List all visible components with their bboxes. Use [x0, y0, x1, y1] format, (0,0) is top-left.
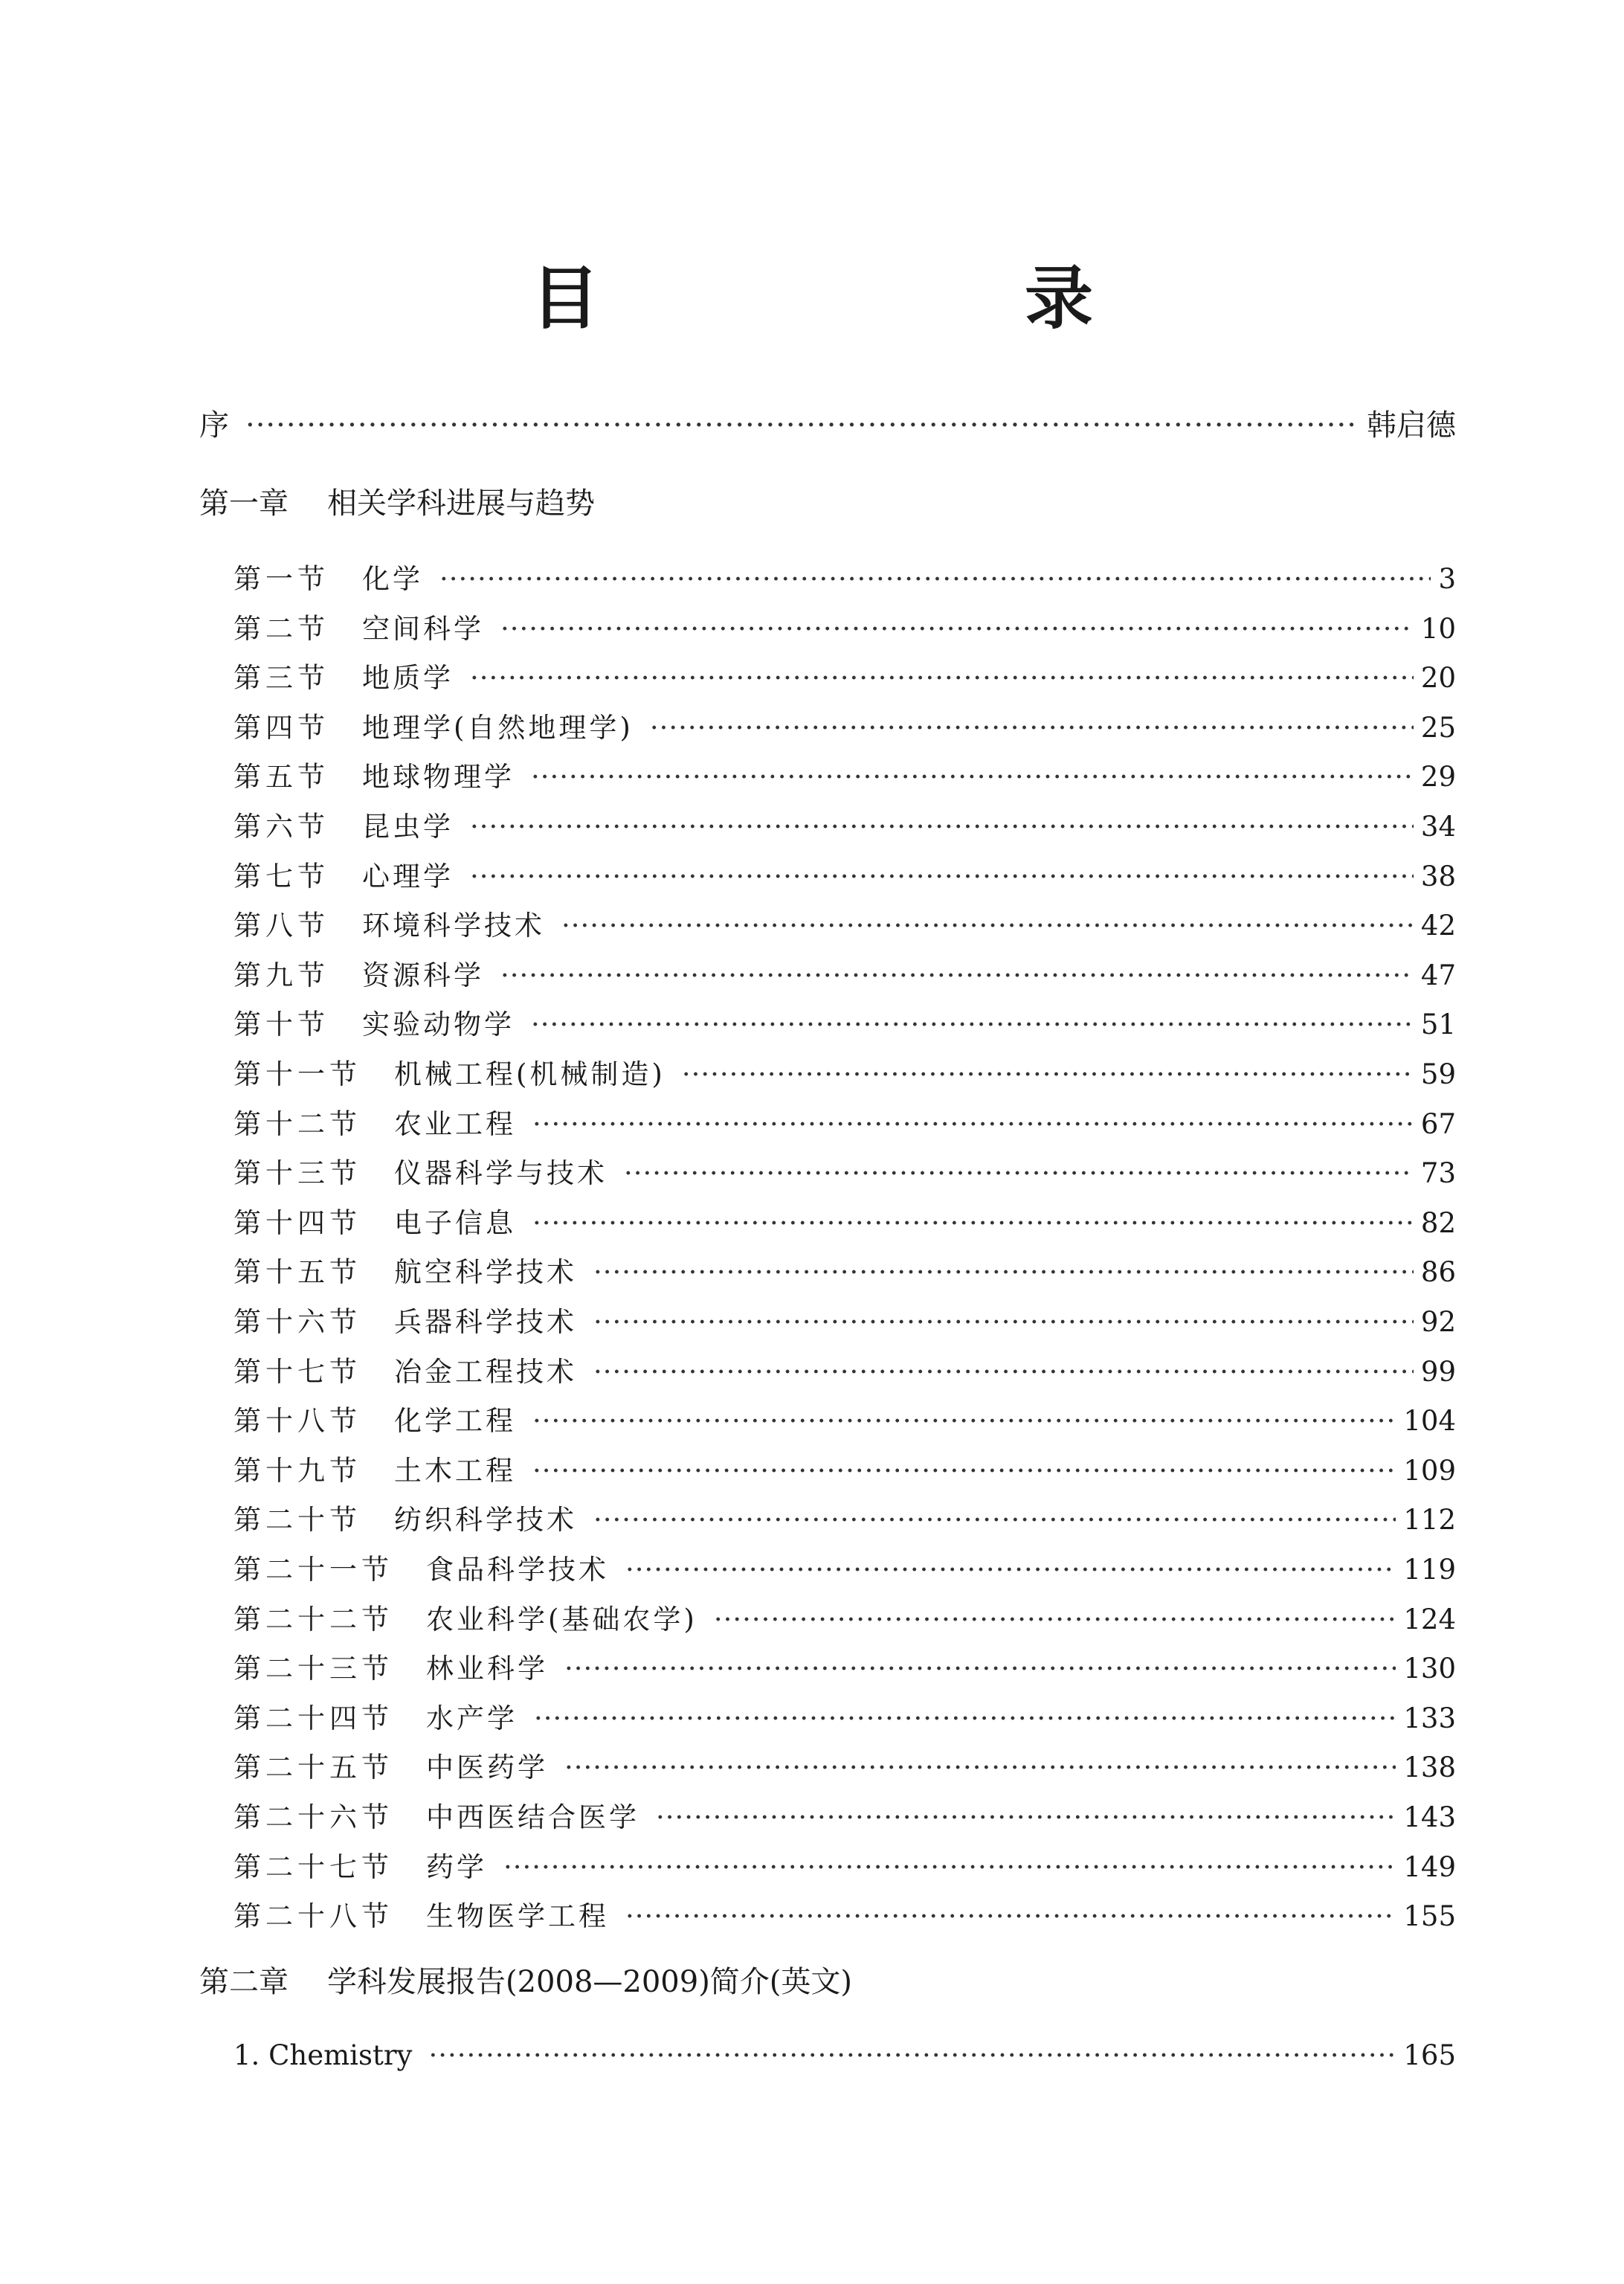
section-title: 环境科学技术	[362, 910, 545, 942]
section-label	[233, 1547, 609, 1587]
section-title: 实验动物学	[362, 1009, 515, 1041]
section-page-number: 86	[1420, 1256, 1456, 1289]
section-label	[233, 1497, 577, 1537]
section-number: 第二十八节	[233, 1900, 393, 1933]
section-page-number: 109	[1403, 1454, 1456, 1487]
section-page-number: 149	[1403, 1850, 1456, 1883]
dot-leader	[500, 613, 1414, 645]
section-label	[233, 606, 484, 646]
toc-section-entry[interactable]	[233, 606, 1456, 648]
section-label	[233, 1200, 516, 1241]
section-title: 纺织科学技术	[394, 1504, 577, 1537]
section-title: 中医药学	[426, 1751, 548, 1784]
section-number: 第二十五节	[233, 1751, 393, 1784]
dot-leader	[682, 1058, 1414, 1090]
dot-leader	[532, 1207, 1414, 1239]
section-title: 土木工程	[394, 1454, 516, 1487]
section-label	[233, 1696, 518, 1736]
toc-section-entry[interactable]	[233, 1448, 1456, 1490]
section-label	[233, 953, 484, 993]
toc-section-entry[interactable]	[233, 655, 1456, 697]
section-number: 第二十节	[233, 1504, 361, 1537]
section-number: 第二节	[233, 612, 329, 645]
entry-title: 1. Chemistry	[233, 2039, 413, 2071]
section-number: 第十一节	[233, 1058, 361, 1090]
section-title: 农业科学(基础农学)	[426, 1603, 697, 1635]
dot-leader	[624, 1157, 1414, 1189]
section-title: 机械工程(机械制造)	[394, 1058, 666, 1090]
section-label	[233, 556, 423, 596]
dot-leader	[500, 959, 1414, 991]
section-title: 林业科学	[426, 1653, 548, 1685]
section-label	[233, 1349, 577, 1389]
dot-leader	[564, 1653, 1396, 1685]
chapter-number: 第二章	[199, 1965, 289, 1999]
section-title: 药学	[426, 1850, 487, 1883]
dot-leader	[428, 2039, 1396, 2071]
section-number: 第十九节	[233, 1454, 361, 1487]
dot-leader	[593, 1356, 1414, 1388]
section-number: 第五节	[233, 761, 329, 794]
section-title: 资源科学	[362, 959, 484, 991]
section-label	[233, 1844, 487, 1885]
dot-leader	[470, 662, 1414, 694]
dot-leader	[593, 1306, 1414, 1338]
section-label	[233, 1398, 516, 1438]
section-page-number: 104	[1403, 1405, 1456, 1438]
toc-section-entry[interactable]	[233, 705, 1456, 747]
preface-label: 序	[199, 408, 229, 443]
toc-section-entry[interactable]	[233, 754, 1456, 796]
section-number: 第十二节	[233, 1107, 361, 1140]
section-title: 水产学	[426, 1702, 518, 1734]
dot-leader	[593, 1504, 1396, 1536]
section-title: 中西医结合医学	[426, 1801, 639, 1833]
section-label	[233, 1646, 548, 1686]
section-page-number: 73	[1420, 1157, 1456, 1190]
section-number: 第四节	[233, 711, 329, 744]
section-page-number: 155	[1403, 1900, 1456, 1933]
chapter-title: 学科发展报告(2008—2009)简介(英文)	[327, 1965, 853, 1999]
toc-section-entry[interactable]	[233, 1795, 1456, 1836]
dot-leader	[532, 1108, 1414, 1140]
section-number: 第十节	[233, 1009, 329, 1041]
section-label	[233, 804, 454, 844]
dot-leader	[531, 761, 1414, 793]
section-page-number: 119	[1403, 1554, 1456, 1586]
toc-section-entry[interactable]	[233, 1200, 1456, 1242]
section-page-number: 133	[1403, 1702, 1456, 1734]
section-title: 食品科学技术	[426, 1554, 609, 1586]
toc-section-entry[interactable]	[233, 1696, 1456, 1737]
section-page-number: 138	[1403, 1751, 1456, 1784]
toc-section-entry[interactable]	[233, 1547, 1456, 1589]
section-label	[233, 1101, 516, 1142]
toc-section-entry[interactable]	[233, 1002, 1456, 1043]
dot-leader	[532, 1405, 1396, 1437]
toc-section-entry[interactable]	[233, 804, 1456, 846]
toc-section-entry[interactable]	[233, 1844, 1456, 1886]
section-title: 冶金工程技术	[394, 1355, 577, 1388]
dot-leader	[656, 1801, 1396, 1833]
section-title: 电子信息	[394, 1206, 516, 1239]
section-title: 地球物理学	[362, 761, 515, 794]
section-number: 第二十一节	[233, 1554, 393, 1586]
dot-leader	[439, 563, 1431, 595]
dot-leader	[650, 712, 1414, 744]
section-page-number: 130	[1403, 1653, 1456, 1685]
toc-section-entry[interactable]	[233, 1349, 1456, 1391]
section-page-number: 25	[1420, 711, 1456, 744]
dot-leader	[625, 1554, 1396, 1586]
toc-section-entry[interactable]	[233, 953, 1456, 994]
section-label	[233, 1151, 608, 1191]
toc-entry[interactable]	[233, 2039, 1456, 2071]
section-page-number: 51	[1420, 1009, 1456, 1041]
toc-section-entry[interactable]	[233, 1646, 1456, 1688]
entry-page: 165	[1403, 2039, 1456, 2071]
section-label	[233, 754, 515, 794]
section-number: 第一节	[233, 563, 329, 595]
toc-section-entry[interactable]	[233, 1101, 1456, 1143]
section-label	[233, 1299, 577, 1339]
section-label	[233, 705, 634, 745]
toc-section-entry[interactable]	[233, 1299, 1456, 1341]
section-number: 第九节	[233, 959, 329, 991]
section-number: 第十八节	[233, 1405, 361, 1438]
dot-leader	[245, 408, 1359, 443]
toc-section-entry[interactable]	[233, 1597, 1456, 1638]
toc-section-entry[interactable]	[233, 1497, 1456, 1539]
section-page-number: 10	[1420, 612, 1456, 645]
section-number: 第三节	[233, 662, 329, 695]
section-title: 化学工程	[394, 1405, 516, 1438]
section-page-number: 47	[1420, 959, 1456, 991]
section-label	[233, 1795, 639, 1835]
section-title: 地理学(自然地理学)	[362, 711, 634, 744]
dot-leader	[470, 811, 1414, 843]
section-number: 第七节	[233, 860, 329, 892]
section-page-number: 38	[1420, 860, 1456, 892]
section-page-number: 3	[1438, 563, 1456, 595]
section-label	[233, 1052, 666, 1092]
section-page-number: 99	[1420, 1355, 1456, 1388]
section-label	[233, 1745, 548, 1785]
dot-leader	[564, 1751, 1396, 1783]
section-title: 空间科学	[362, 612, 484, 645]
chapter-title: 相关学科进展与趋势	[327, 486, 595, 521]
dot-leader	[561, 910, 1414, 942]
section-number: 第二十四节	[233, 1702, 393, 1734]
toc-section-entry[interactable]	[233, 556, 1456, 598]
dot-leader	[470, 860, 1414, 892]
section-page-number: 143	[1403, 1801, 1456, 1833]
dot-leader	[625, 1900, 1396, 1932]
section-page-number: 42	[1420, 910, 1456, 942]
section-page-number: 124	[1403, 1603, 1456, 1635]
dot-leader	[714, 1603, 1396, 1635]
chapter-number: 第一章	[199, 486, 289, 521]
section-page-number: 82	[1420, 1206, 1456, 1239]
section-number: 第十六节	[233, 1306, 361, 1338]
preface-author: 韩启德	[1367, 408, 1456, 443]
section-number: 第十三节	[233, 1157, 361, 1190]
section-number: 第十五节	[233, 1256, 361, 1289]
toc-section-entry[interactable]	[233, 1151, 1456, 1192]
section-number: 第二十七节	[233, 1850, 393, 1883]
section-label	[233, 1894, 609, 1934]
toc-section-entry[interactable]	[233, 1894, 1456, 1935]
section-title: 昆虫学	[362, 811, 454, 843]
toc-section-entry[interactable]	[233, 1398, 1456, 1440]
dot-leader	[593, 1256, 1414, 1288]
section-title: 心理学	[362, 860, 454, 892]
chapter-heading[interactable]	[199, 480, 595, 522]
section-page-number: 34	[1420, 811, 1456, 843]
dot-leader	[532, 1455, 1396, 1487]
section-title: 兵器科学技术	[394, 1306, 577, 1338]
section-page-number: 29	[1420, 761, 1456, 794]
section-label	[233, 1448, 516, 1488]
toc-section-entry[interactable]	[233, 1249, 1456, 1291]
section-number: 第二十三节	[233, 1653, 393, 1685]
section-label	[233, 1249, 577, 1290]
section-title: 航空科学技术	[394, 1256, 577, 1289]
dot-leader	[531, 1009, 1414, 1040]
section-number: 第八节	[233, 910, 329, 942]
section-number: 第十七节	[233, 1355, 361, 1388]
section-label	[233, 655, 454, 695]
toc-section-entry[interactable]	[233, 854, 1456, 895]
chapter-heading[interactable]	[199, 1958, 852, 2001]
toc-section-entry[interactable]	[233, 1745, 1456, 1786]
section-number: 第六节	[233, 811, 329, 843]
section-page-number: 20	[1420, 662, 1456, 695]
section-label	[233, 1002, 515, 1042]
section-label	[233, 854, 454, 894]
section-title: 仪器科学与技术	[394, 1157, 608, 1190]
section-title: 化学	[362, 563, 423, 595]
section-label	[233, 1597, 697, 1637]
section-page-number: 92	[1420, 1306, 1456, 1338]
section-number: 第十四节	[233, 1206, 361, 1239]
dot-leader	[534, 1702, 1396, 1734]
section-page-number: 67	[1420, 1107, 1456, 1140]
section-title: 农业工程	[394, 1107, 516, 1140]
section-page-number: 59	[1420, 1058, 1456, 1090]
section-label	[233, 903, 545, 943]
section-number: 第二十二节	[233, 1603, 393, 1635]
section-title: 生物医学工程	[426, 1900, 609, 1933]
section-title: 地质学	[362, 662, 454, 695]
page-title: 目 录	[530, 258, 1272, 338]
dot-leader	[503, 1851, 1396, 1883]
section-page-number: 112	[1403, 1504, 1456, 1537]
section-number: 第二十六节	[233, 1801, 393, 1833]
toc-section-entry[interactable]	[233, 1052, 1456, 1093]
toc-preface[interactable]	[199, 402, 1456, 444]
toc-section-entry[interactable]	[233, 903, 1456, 945]
